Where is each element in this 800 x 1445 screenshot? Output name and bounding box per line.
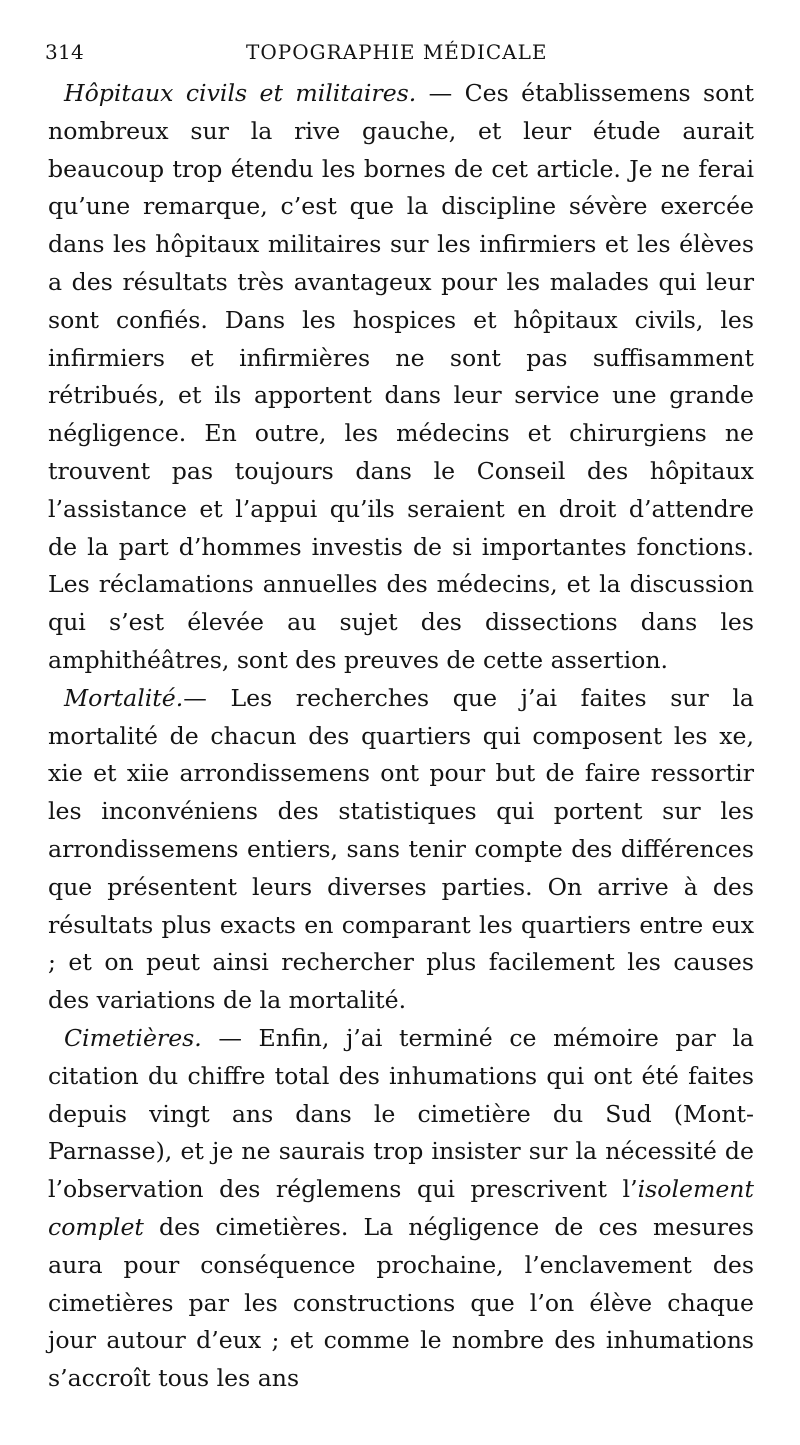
paragraph-body-cimetieres-after: des cimetières. La négligence de ces mesures aura pour conséquence prochaine, l’enclavement des cimetières par les constructions que l’on élève chaque jour autour d’eux ; et comme le nombre des inhumations s’accroît tous les ans bbox=[48, 1212, 754, 1393]
paragraph-mortalite bbox=[48, 680, 754, 1020]
paragraph-body-cimetieres-before: — Enfin, j’ai terminé ce mémoire par la citation du chiffre total des inhumations qui ont été faites depuis vingt ans dans le cimetière du Sud (Mont-Parnasse), et je ne saurais trop insister sur la nécessité de l’observation des réglemens qui prescrivent l’ bbox=[48, 1023, 754, 1204]
running-head bbox=[45, 34, 754, 70]
paragraph-hopitaux bbox=[48, 75, 754, 680]
running-head-title: TOPOGRAPHIE MÉDICALE bbox=[246, 40, 548, 64]
section-heading-cimetieres: Cimetières. bbox=[64, 1023, 202, 1052]
paragraph-body-mortalite: — Les recherches que j’ai faites sur la mortalité de chacun des quartiers qui composent les xe, xie et xiie arrondissemens ont pour but de faire ressortir les inconvéniens des statistiques qui portent sur les arrondissemens entiers, sans tenir compte des différences que présentent leurs diverses parties. On arrive à des résultats plus exacts en comparant les quartiers entre eux ; et on peut ainsi rechercher plus facilement les causes des variations de la mortalité. bbox=[48, 683, 754, 1015]
paragraph-cimetieres bbox=[48, 1020, 754, 1398]
paragraph-body-hopitaux: — Ces établissemens sont nombreux sur la rive gauche, et leur étude aurait beaucoup trop étendu les bornes de cet article. Je ne ferai qu’une remarque, c’est que la discipline sévère exercée dans les hôpitaux militaires sur les infirmiers et les élèves a des résultats très avantageux pour les malades qui leur sont confiés. Dans les hospices et hôpitaux civils, les infirmiers et infirmières ne sont pas suffisamment rétribués, et ils apportent dans leur service une grande négligence. En outre, les médecins et chirurgiens ne trouvent pas toujours dans le Conseil des hôpitaux l’assistance et l’appui qu’ils seraient en droit d’attendre de la part d’hommes investis de si importantes fonctions. Les réclamations annuelles des médecins, et la discussion qui s’est élevée au sujet des dissections dans les amphithéâtres, sont des preuves de cette assertion. bbox=[48, 79, 754, 674]
emphasized-phrase: isolement complet bbox=[48, 1175, 754, 1241]
page-number: 314 bbox=[45, 40, 85, 64]
section-heading-hopitaux: Hôpitaux civils et militaires. bbox=[64, 79, 417, 107]
section-heading-mortalite: Mortalité. bbox=[64, 683, 184, 712]
